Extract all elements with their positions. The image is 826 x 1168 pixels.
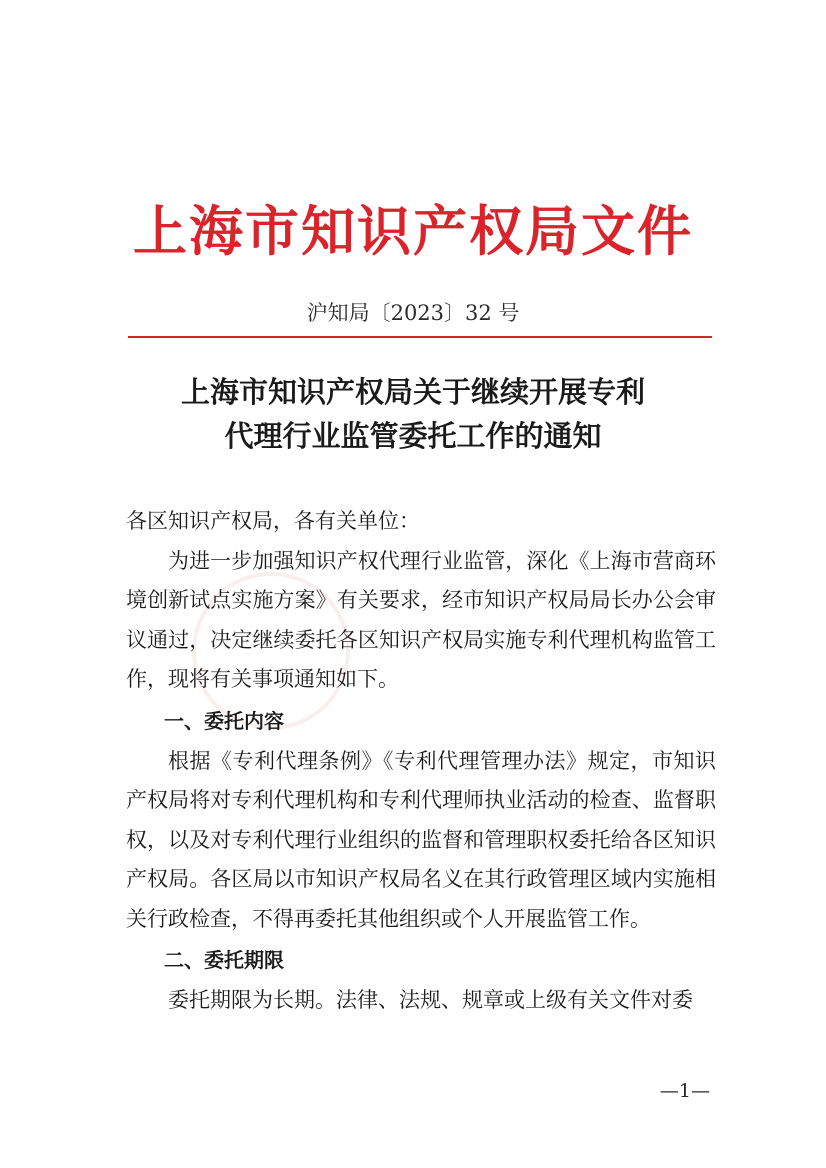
document-title	[0, 370, 826, 458]
document-body	[126, 502, 716, 1021]
section-2-heading: 二、委托期限	[164, 948, 284, 972]
document-title-line-1: 上海市知识产权局关于继续开展专利	[180, 375, 645, 409]
salutation: 各区知识产权局，各有关单位：	[126, 509, 420, 533]
red-divider-line	[128, 336, 712, 338]
page-number: —1—	[659, 1080, 710, 1102]
section-1-heading: 一、委托内容	[164, 708, 284, 733]
document-title-line-2: 代理行业监管委托工作的通知	[224, 419, 602, 453]
intro-paragraph: 为进一步加强知识产权代理行业监管，深化《上海市营商环境创新试点实施方案》有关要求，经市知识产权局局长办公会审议通过，决定继续委托各区知识产权局实施专利代理机构监管工作，现将有关事项通知如下。	[126, 548, 716, 691]
section-1-paragraph: 根据《专利代理条例》《专利代理管理办法》规定，市知识产权局将对专利代理机构和专利代理师执业活动的检查、监督职权，以及对专利代理行业组织的监督和管理职权委托给各区知识产权局。各区局以市知识产权局名义在其行政管理区域内实施相关行政检查，不得再委托其他组织或个人开展监管工作。	[126, 748, 716, 931]
issuer-header: 上海市知识产权局文件	[133, 199, 693, 263]
document-number: 沪知局〔2023〕32 号	[306, 301, 520, 325]
section-2-paragraph: 委托期限为长期。法律、法规、规章或上级有关文件对委	[168, 988, 693, 1012]
